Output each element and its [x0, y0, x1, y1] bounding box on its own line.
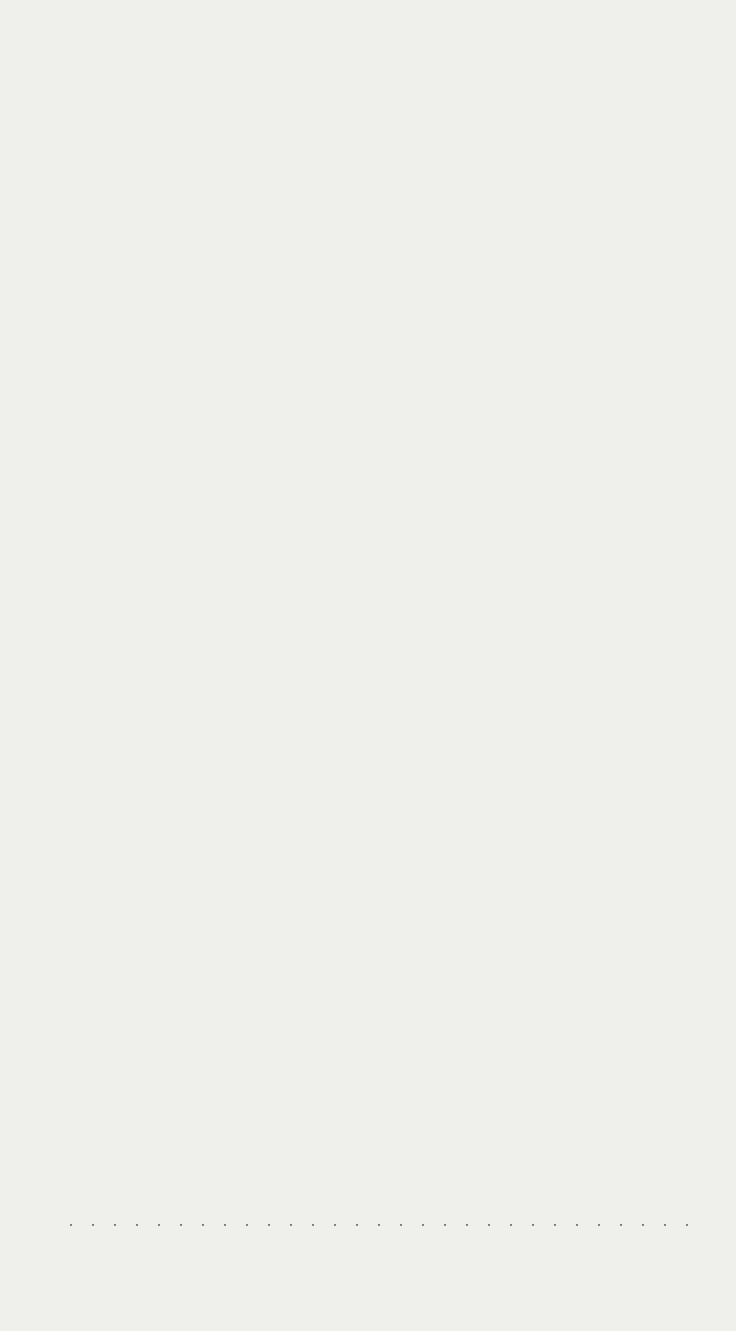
leader-dots: [60, 1224, 696, 1226]
toc-entry-armageddon: [0, 1205, 736, 1235]
